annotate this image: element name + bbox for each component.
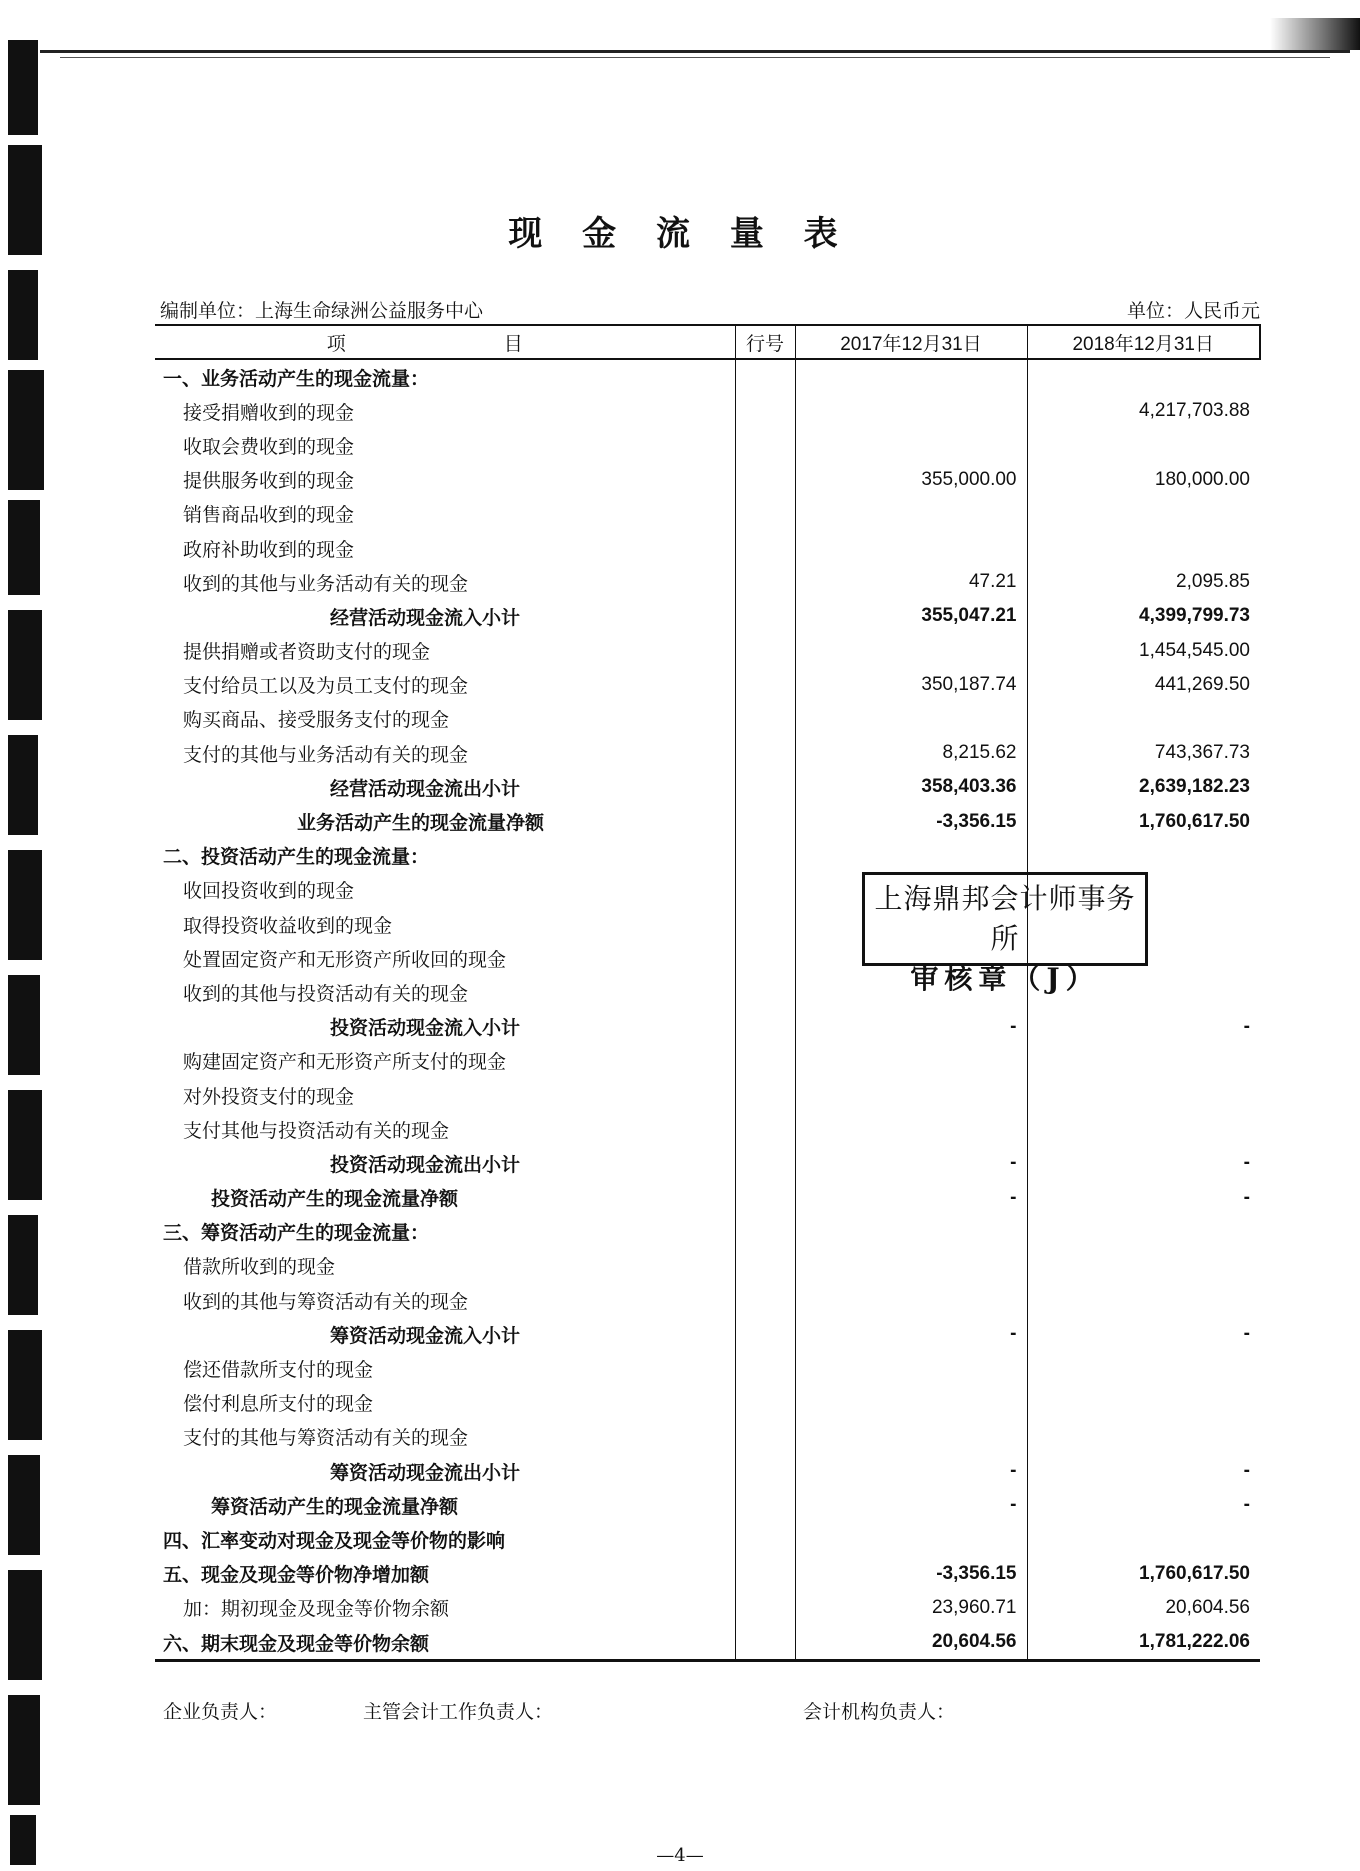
row-value-2018 xyxy=(1027,1522,1260,1556)
row-label: 加：期初现金及现金等价物余额 xyxy=(183,1598,450,1621)
row-label: 经营活动现金流出小计 xyxy=(330,777,521,800)
row-line-no xyxy=(735,1215,795,1249)
row-line-no xyxy=(735,634,795,668)
row-value-2018: 1,760,617.50 xyxy=(1139,810,1250,832)
row-value-2018: 1,760,617.50 xyxy=(1139,1562,1250,1584)
page-number: —4— xyxy=(656,1845,704,1866)
row-value-2017 xyxy=(795,702,1027,736)
stamp-seal-label: 审核章（J） xyxy=(910,962,1100,995)
row-line-no xyxy=(735,736,795,770)
column-header-item: 项 目 xyxy=(155,325,735,359)
row-value-2017 xyxy=(795,497,1027,531)
row-value-2017 xyxy=(795,428,1027,462)
row-label: 接受捐赠收到的现金 xyxy=(183,401,355,424)
row-value-2018 xyxy=(1027,702,1260,736)
row-value-2017 xyxy=(795,1351,1027,1385)
table-row xyxy=(155,1283,1260,1317)
row-line-no xyxy=(735,702,795,736)
row-value-2018: - xyxy=(1243,1015,1250,1037)
row-label: 五、现金及现金等价物净增加额 xyxy=(163,1564,430,1587)
row-label: 投资活动现金流入小计 xyxy=(330,1017,521,1040)
row-value-2017: - xyxy=(795,1010,1027,1044)
row-label: 四、汇率变动对现金及现金等价物的影响 xyxy=(163,1529,506,1552)
table-row xyxy=(155,668,1260,702)
row-label: 购建固定资产和无形资产所支付的现金 xyxy=(183,1051,507,1074)
scan-top-rule xyxy=(40,50,1350,53)
row-line-no xyxy=(735,428,795,462)
row-line-no xyxy=(735,1591,795,1625)
row-value-2018: 4,399,799.73 xyxy=(1139,605,1250,627)
table-row xyxy=(155,1249,1260,1283)
table-row xyxy=(155,565,1260,599)
row-line-no xyxy=(735,497,795,531)
row-label: 业务活动产生的现金流量净额 xyxy=(297,812,545,835)
table-row xyxy=(155,702,1260,736)
table-row xyxy=(155,1181,1260,1215)
row-label: 投资活动产生的现金流量净额 xyxy=(211,1188,459,1211)
row-value-2018 xyxy=(1027,839,1260,873)
row-value-2017: - xyxy=(795,1454,1027,1488)
row-value-2018 xyxy=(1027,497,1260,531)
column-header-line-no: 行号 xyxy=(735,325,795,359)
row-line-no xyxy=(735,1078,795,1112)
row-line-no xyxy=(735,1557,795,1591)
row-line-no xyxy=(735,1146,795,1180)
row-line-no xyxy=(735,1386,795,1420)
row-value-2017 xyxy=(795,1078,1027,1112)
row-label: 借款所收到的现金 xyxy=(183,1256,336,1279)
row-value-2017: 350,187.74 xyxy=(795,668,1027,702)
row-label: 提供服务收到的现金 xyxy=(183,470,355,493)
signature-accounting-supervisor: 主管会计工作负责人： xyxy=(363,1701,554,1723)
row-value-2017 xyxy=(795,1112,1027,1146)
column-header-2018: 2018年12月31日 xyxy=(1027,325,1260,359)
row-line-no xyxy=(735,873,795,907)
row-value-2017: 20,604.56 xyxy=(795,1625,1027,1661)
row-line-no xyxy=(735,394,795,428)
table-row xyxy=(155,1146,1260,1180)
row-line-no xyxy=(735,1249,795,1283)
row-value-2017 xyxy=(795,1215,1027,1249)
table-row xyxy=(155,1010,1260,1044)
table-row xyxy=(155,1488,1260,1522)
row-value-2017: - xyxy=(795,1181,1027,1215)
row-value-2018: - xyxy=(1243,1460,1250,1482)
row-label: 一、业务活动产生的现金流量： xyxy=(163,367,430,390)
row-label: 支付的其他与筹资活动有关的现金 xyxy=(183,1427,469,1450)
table-row xyxy=(155,1522,1260,1556)
scan-corner-smudge xyxy=(1270,18,1360,50)
row-label: 六、期末现金及现金等价物余额 xyxy=(155,1625,735,1661)
row-value-2017 xyxy=(795,1420,1027,1454)
row-value-2018: 20,604.56 xyxy=(1165,1596,1250,1618)
row-value-2017: 23,960.71 xyxy=(795,1591,1027,1625)
row-value-2017 xyxy=(795,1522,1027,1556)
row-value-2018 xyxy=(1027,1386,1260,1420)
table-row xyxy=(155,531,1260,565)
row-line-no xyxy=(735,1317,795,1351)
row-label: 销售商品收到的现金 xyxy=(183,504,355,527)
row-value-2017: -3,356.15 xyxy=(795,1557,1027,1591)
row-value-2017 xyxy=(795,394,1027,428)
row-line-no xyxy=(735,804,795,838)
row-label: 收到的其他与业务活动有关的现金 xyxy=(183,572,469,595)
row-value-2018: 1,454,545.00 xyxy=(1139,639,1250,661)
table-header-row xyxy=(155,325,1260,359)
row-value-2018: 2,639,182.23 xyxy=(1139,776,1250,798)
row-line-no xyxy=(735,1454,795,1488)
table-row xyxy=(155,1420,1260,1454)
row-value-2018 xyxy=(1027,1044,1260,1078)
table-row xyxy=(155,1557,1260,1591)
row-value-2018 xyxy=(1027,1351,1260,1385)
column-header-2017: 2017年12月31日 xyxy=(795,325,1027,359)
report-meta xyxy=(160,296,1260,324)
row-label: 支付其他与投资活动有关的现金 xyxy=(183,1119,450,1142)
scan-binding-edge xyxy=(0,0,70,1871)
row-label: 提供捐赠或者资助支付的现金 xyxy=(183,641,431,664)
table-row xyxy=(155,599,1260,633)
row-line-no xyxy=(735,770,795,804)
table-row xyxy=(155,839,1260,873)
row-value-2017 xyxy=(795,1044,1027,1078)
row-value-2017 xyxy=(795,1283,1027,1317)
row-label: 购买商品、接受服务支付的现金 xyxy=(183,709,450,732)
table-row xyxy=(155,1454,1260,1488)
row-label: 处置固定资产和无形资产所收回的现金 xyxy=(183,948,507,971)
table-row xyxy=(155,1044,1260,1078)
table-row xyxy=(155,1625,1260,1661)
row-line-no xyxy=(735,1625,795,1661)
row-value-2018 xyxy=(1027,428,1260,462)
signature-enterprise: 企业负责人： xyxy=(163,1701,278,1723)
row-line-no xyxy=(735,1488,795,1522)
table-row xyxy=(155,1078,1260,1112)
row-line-no xyxy=(735,565,795,599)
row-value-2017: 8,215.62 xyxy=(795,736,1027,770)
row-label: 收回投资收到的现金 xyxy=(183,880,355,903)
row-value-2017 xyxy=(795,359,1027,394)
row-label: 二、投资活动产生的现金流量： xyxy=(163,846,430,869)
row-line-no xyxy=(735,1044,795,1078)
row-label: 筹资活动现金流入小计 xyxy=(330,1324,521,1347)
row-value-2017: - xyxy=(795,1488,1027,1522)
signature-accounting-dept: 会计机构负责人： xyxy=(803,1701,956,1723)
audit-stamp xyxy=(862,872,1148,995)
row-label: 筹资活动产生的现金流量净额 xyxy=(211,1495,459,1518)
row-value-2018: 1,781,222.06 xyxy=(1027,1625,1260,1661)
row-label: 对外投资支付的现金 xyxy=(183,1085,355,1108)
row-line-no xyxy=(735,1112,795,1146)
row-value-2018 xyxy=(1027,1283,1260,1317)
row-value-2018: 441,269.50 xyxy=(1154,673,1250,695)
row-value-2018 xyxy=(1027,1078,1260,1112)
row-label: 投资活动现金流出小计 xyxy=(330,1153,521,1176)
row-line-no xyxy=(735,1283,795,1317)
row-line-no xyxy=(735,359,795,394)
row-value-2017: - xyxy=(795,1317,1027,1351)
row-value-2018: 4,217,703.88 xyxy=(1139,400,1250,422)
row-label: 三、筹资活动产生的现金流量： xyxy=(163,1222,430,1245)
row-value-2017 xyxy=(795,1386,1027,1420)
table-row xyxy=(155,1112,1260,1146)
row-value-2017: 358,403.36 xyxy=(795,770,1027,804)
table-row xyxy=(155,634,1260,668)
row-line-no xyxy=(735,941,795,975)
row-value-2017 xyxy=(795,839,1027,873)
row-value-2017: 355,000.00 xyxy=(795,463,1027,497)
row-label: 支付的其他与业务活动有关的现金 xyxy=(183,743,469,766)
row-label: 筹资活动现金流出小计 xyxy=(330,1461,521,1484)
row-label: 支付给员工以及为员工支付的现金 xyxy=(183,675,469,698)
table-row xyxy=(155,770,1260,804)
row-value-2018 xyxy=(1027,531,1260,565)
row-label: 收取会费收到的现金 xyxy=(183,435,355,458)
row-value-2017 xyxy=(795,634,1027,668)
row-value-2018: 180,000.00 xyxy=(1154,468,1250,490)
row-value-2018: - xyxy=(1243,1152,1250,1174)
table-row xyxy=(155,463,1260,497)
row-value-2018: 2,095.85 xyxy=(1176,571,1250,593)
row-value-2017: 355,047.21 xyxy=(795,599,1027,633)
row-line-no xyxy=(735,599,795,633)
row-value-2018 xyxy=(1027,1112,1260,1146)
row-value-2018 xyxy=(1027,359,1260,394)
table-row xyxy=(155,1317,1260,1351)
row-value-2017: - xyxy=(795,1146,1027,1180)
row-label: 政府补助收到的现金 xyxy=(183,538,355,561)
row-label: 收到的其他与筹资活动有关的现金 xyxy=(183,1290,469,1313)
table-row xyxy=(155,1591,1260,1625)
row-value-2017 xyxy=(795,1249,1027,1283)
row-value-2018: - xyxy=(1243,1186,1250,1208)
row-value-2018 xyxy=(1027,1215,1260,1249)
stamp-firm-name: 上海鼎邦会计师事务所 xyxy=(874,882,1136,955)
row-value-2017 xyxy=(795,531,1027,565)
org-label: 编制单位：上海生命绿洲公益服务中心 xyxy=(160,300,484,322)
row-value-2018: - xyxy=(1243,1494,1250,1516)
row-value-2017: -3,356.15 xyxy=(795,804,1027,838)
row-line-no xyxy=(735,839,795,873)
row-line-no xyxy=(735,1420,795,1454)
row-value-2018 xyxy=(1027,1420,1260,1454)
row-line-no xyxy=(735,1010,795,1044)
row-label: 取得投资收益收到的现金 xyxy=(183,914,393,937)
table-row xyxy=(155,1215,1260,1249)
table-row xyxy=(155,1351,1260,1385)
table-row xyxy=(155,359,1260,394)
page-title: 现 金 流 量 表 xyxy=(508,214,852,254)
row-line-no xyxy=(735,1181,795,1215)
row-value-2018 xyxy=(1027,1249,1260,1283)
table-row xyxy=(155,394,1260,428)
row-value-2018: - xyxy=(1243,1323,1250,1345)
row-label: 经营活动现金流入小计 xyxy=(330,606,521,629)
row-label: 偿付利息所支付的现金 xyxy=(183,1393,374,1416)
table-row xyxy=(155,497,1260,531)
row-line-no xyxy=(735,463,795,497)
row-value-2017: 47.21 xyxy=(795,565,1027,599)
row-line-no xyxy=(735,531,795,565)
row-line-no xyxy=(735,1351,795,1385)
table-row xyxy=(155,1386,1260,1420)
row-line-no xyxy=(735,907,795,941)
row-line-no xyxy=(735,1522,795,1556)
row-label: 偿还借款所支付的现金 xyxy=(183,1359,374,1382)
table-row xyxy=(155,736,1260,770)
table-row xyxy=(155,428,1260,462)
table-row xyxy=(155,804,1260,838)
row-line-no xyxy=(735,975,795,1009)
row-value-2018: 743,367.73 xyxy=(1154,742,1250,764)
row-line-no xyxy=(735,668,795,702)
unit-label: 单位：人民币元 xyxy=(1126,300,1260,322)
row-label: 收到的其他与投资活动有关的现金 xyxy=(183,982,469,1005)
scan-top-rule-thin xyxy=(60,57,1330,58)
